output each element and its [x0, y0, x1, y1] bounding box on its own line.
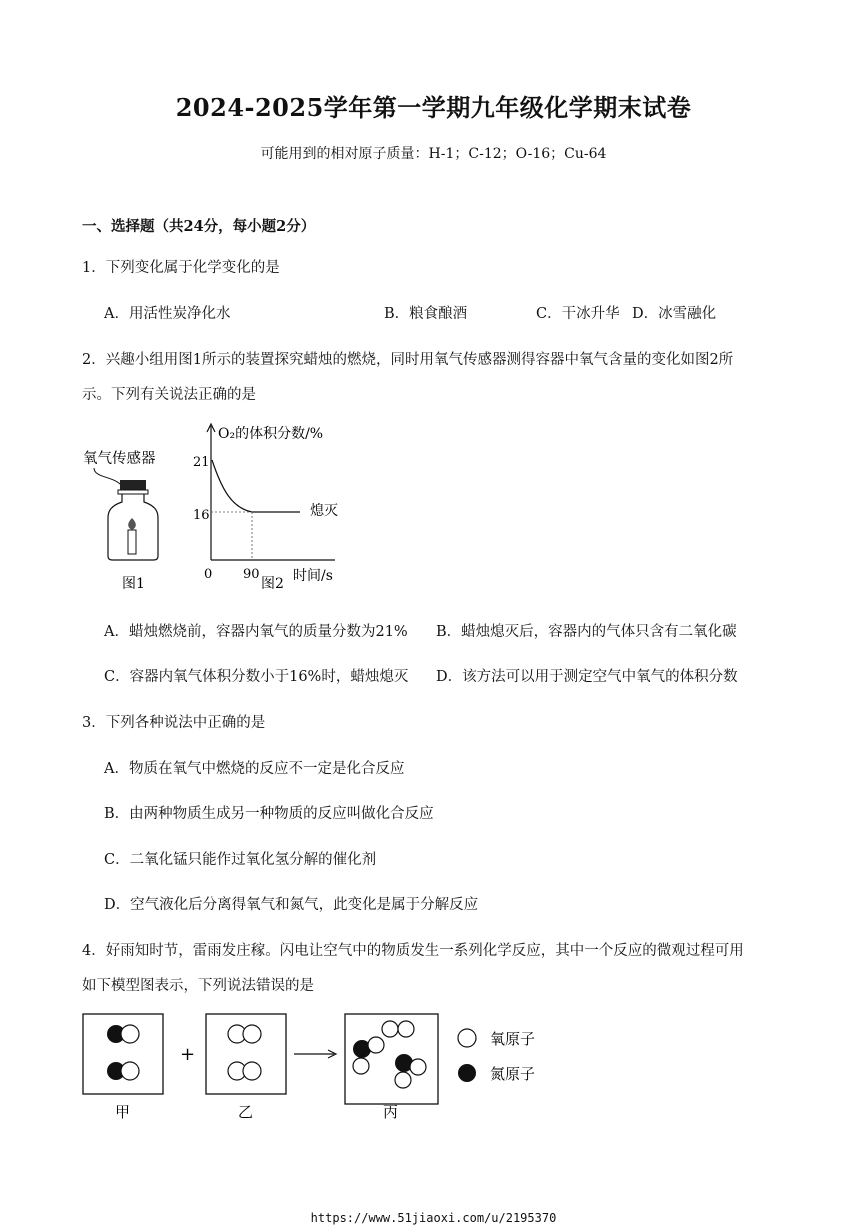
box-yi [206, 1014, 286, 1094]
label-yi: 乙 [238, 1103, 254, 1121]
y-axis-label: O₂的体积分数/% [218, 426, 324, 442]
sensor-wire [94, 468, 122, 486]
label-bing: 丙 [383, 1103, 399, 1121]
sensor-label: 氧气传感器 [83, 451, 156, 467]
question-1-stem: 1．下列变化属于化学变化的是 [82, 260, 280, 276]
question-2-stem-line2: 示。下列有关说法正确的是 [82, 387, 256, 403]
footer-url[interactable]: https://www.51jiaoxi.com/u/2195370 [310, 1211, 557, 1225]
section-heading: 一、选择题（共24分，每小题2分） [82, 218, 316, 235]
legend-nitrogen-label: 氮原子 [490, 1065, 536, 1083]
q2-figure [80, 418, 370, 598]
bottle-stopper [118, 490, 148, 494]
question-4-stem-line2: 如下模型图表示，下列说法错误的是 [82, 978, 314, 994]
exam-title: 2024-2025学年第一学期九年级化学期末试卷 [175, 93, 692, 122]
y-tick-21: 21 [193, 455, 210, 470]
x-tick-90: 90 [243, 567, 260, 582]
plus-sign: + [180, 1044, 196, 1065]
fig1-caption: 图1 [122, 576, 145, 592]
q2-option-b: B．蜡烛熄灭后，容器内的气体只含有二氧化碳 [436, 624, 737, 640]
box-jia [83, 1014, 163, 1094]
oxygen-curve [212, 460, 300, 512]
q2-option-c: C．容器内氧气体积分数小于16%时，蜡烛熄灭 [104, 669, 409, 685]
q3-option-c: C．二氧化锰只能作过氧化氢分解的催化剂 [104, 852, 377, 868]
question-4-stem-line1: 4．好雨知时节，雷雨发庄稼。闪电让空气中的物质发生一系列化学反应，其中一个反应的微观过程可用 [82, 943, 744, 959]
oxygen-atom [368, 1037, 384, 1053]
legend-oxygen-icon [458, 1029, 476, 1047]
y-tick-16: 16 [193, 508, 210, 523]
legend-oxygen-label: 氧原子 [490, 1030, 536, 1048]
extinguish-annotation: 熄灭 [310, 503, 338, 519]
oxygen-atom [410, 1059, 426, 1075]
q2-option-d: D．该方法可以用于测定空气中氧气的体积分数 [436, 669, 738, 685]
q4-figure [80, 1008, 560, 1128]
q1-option-d: D．冰雪融化 [632, 306, 717, 322]
q1-option-c: C．干冰升华 [536, 306, 620, 322]
oxygen-atom [353, 1058, 369, 1074]
fig2-caption: 图2 [261, 576, 284, 592]
oxygen-atom [243, 1062, 261, 1080]
question-3-stem: 3．下列各种说法中正确的是 [82, 715, 266, 731]
x-tick-0: 0 [204, 567, 213, 582]
candle [128, 530, 136, 554]
q2-option-a: A．蜡烛燃烧前，容器内氧气的质量分数为21% [104, 624, 408, 640]
sensor-cap [120, 480, 146, 490]
atomic-mass-note: 可能用到的相对原子质量：H-1；C-12；O-16；Cu-64 [260, 146, 607, 162]
flame [128, 518, 136, 530]
oxygen-atom [382, 1021, 398, 1037]
q1-option-a: A．用活性炭净化水 [104, 306, 231, 322]
x-axis-label: 时间/s [293, 568, 333, 584]
oxygen-atom [243, 1025, 261, 1043]
q3-option-d: D．空气液化后分离得氧气和氮气，此变化是属于分解反应 [104, 897, 479, 913]
oxygen-atom [121, 1025, 139, 1043]
label-jia: 甲 [115, 1103, 131, 1121]
legend-nitrogen-icon [458, 1064, 476, 1082]
q1-option-b: B．粮食酿酒 [384, 306, 468, 322]
oxygen-atom [398, 1021, 414, 1037]
q3-option-a: A．物质在氧气中燃烧的反应不一定是化合反应 [104, 761, 405, 777]
oxygen-atom [395, 1072, 411, 1088]
question-2-stem-line1: 2．兴趣小组用图1所示的装置探究蜡烛的燃烧，同时用氧气传感器测得容器中氧气含量的变化如图2所 [82, 352, 734, 368]
q3-option-b: B．由两种物质生成另一种物质的反应叫做化合反应 [104, 806, 434, 822]
oxygen-atom [121, 1062, 139, 1080]
